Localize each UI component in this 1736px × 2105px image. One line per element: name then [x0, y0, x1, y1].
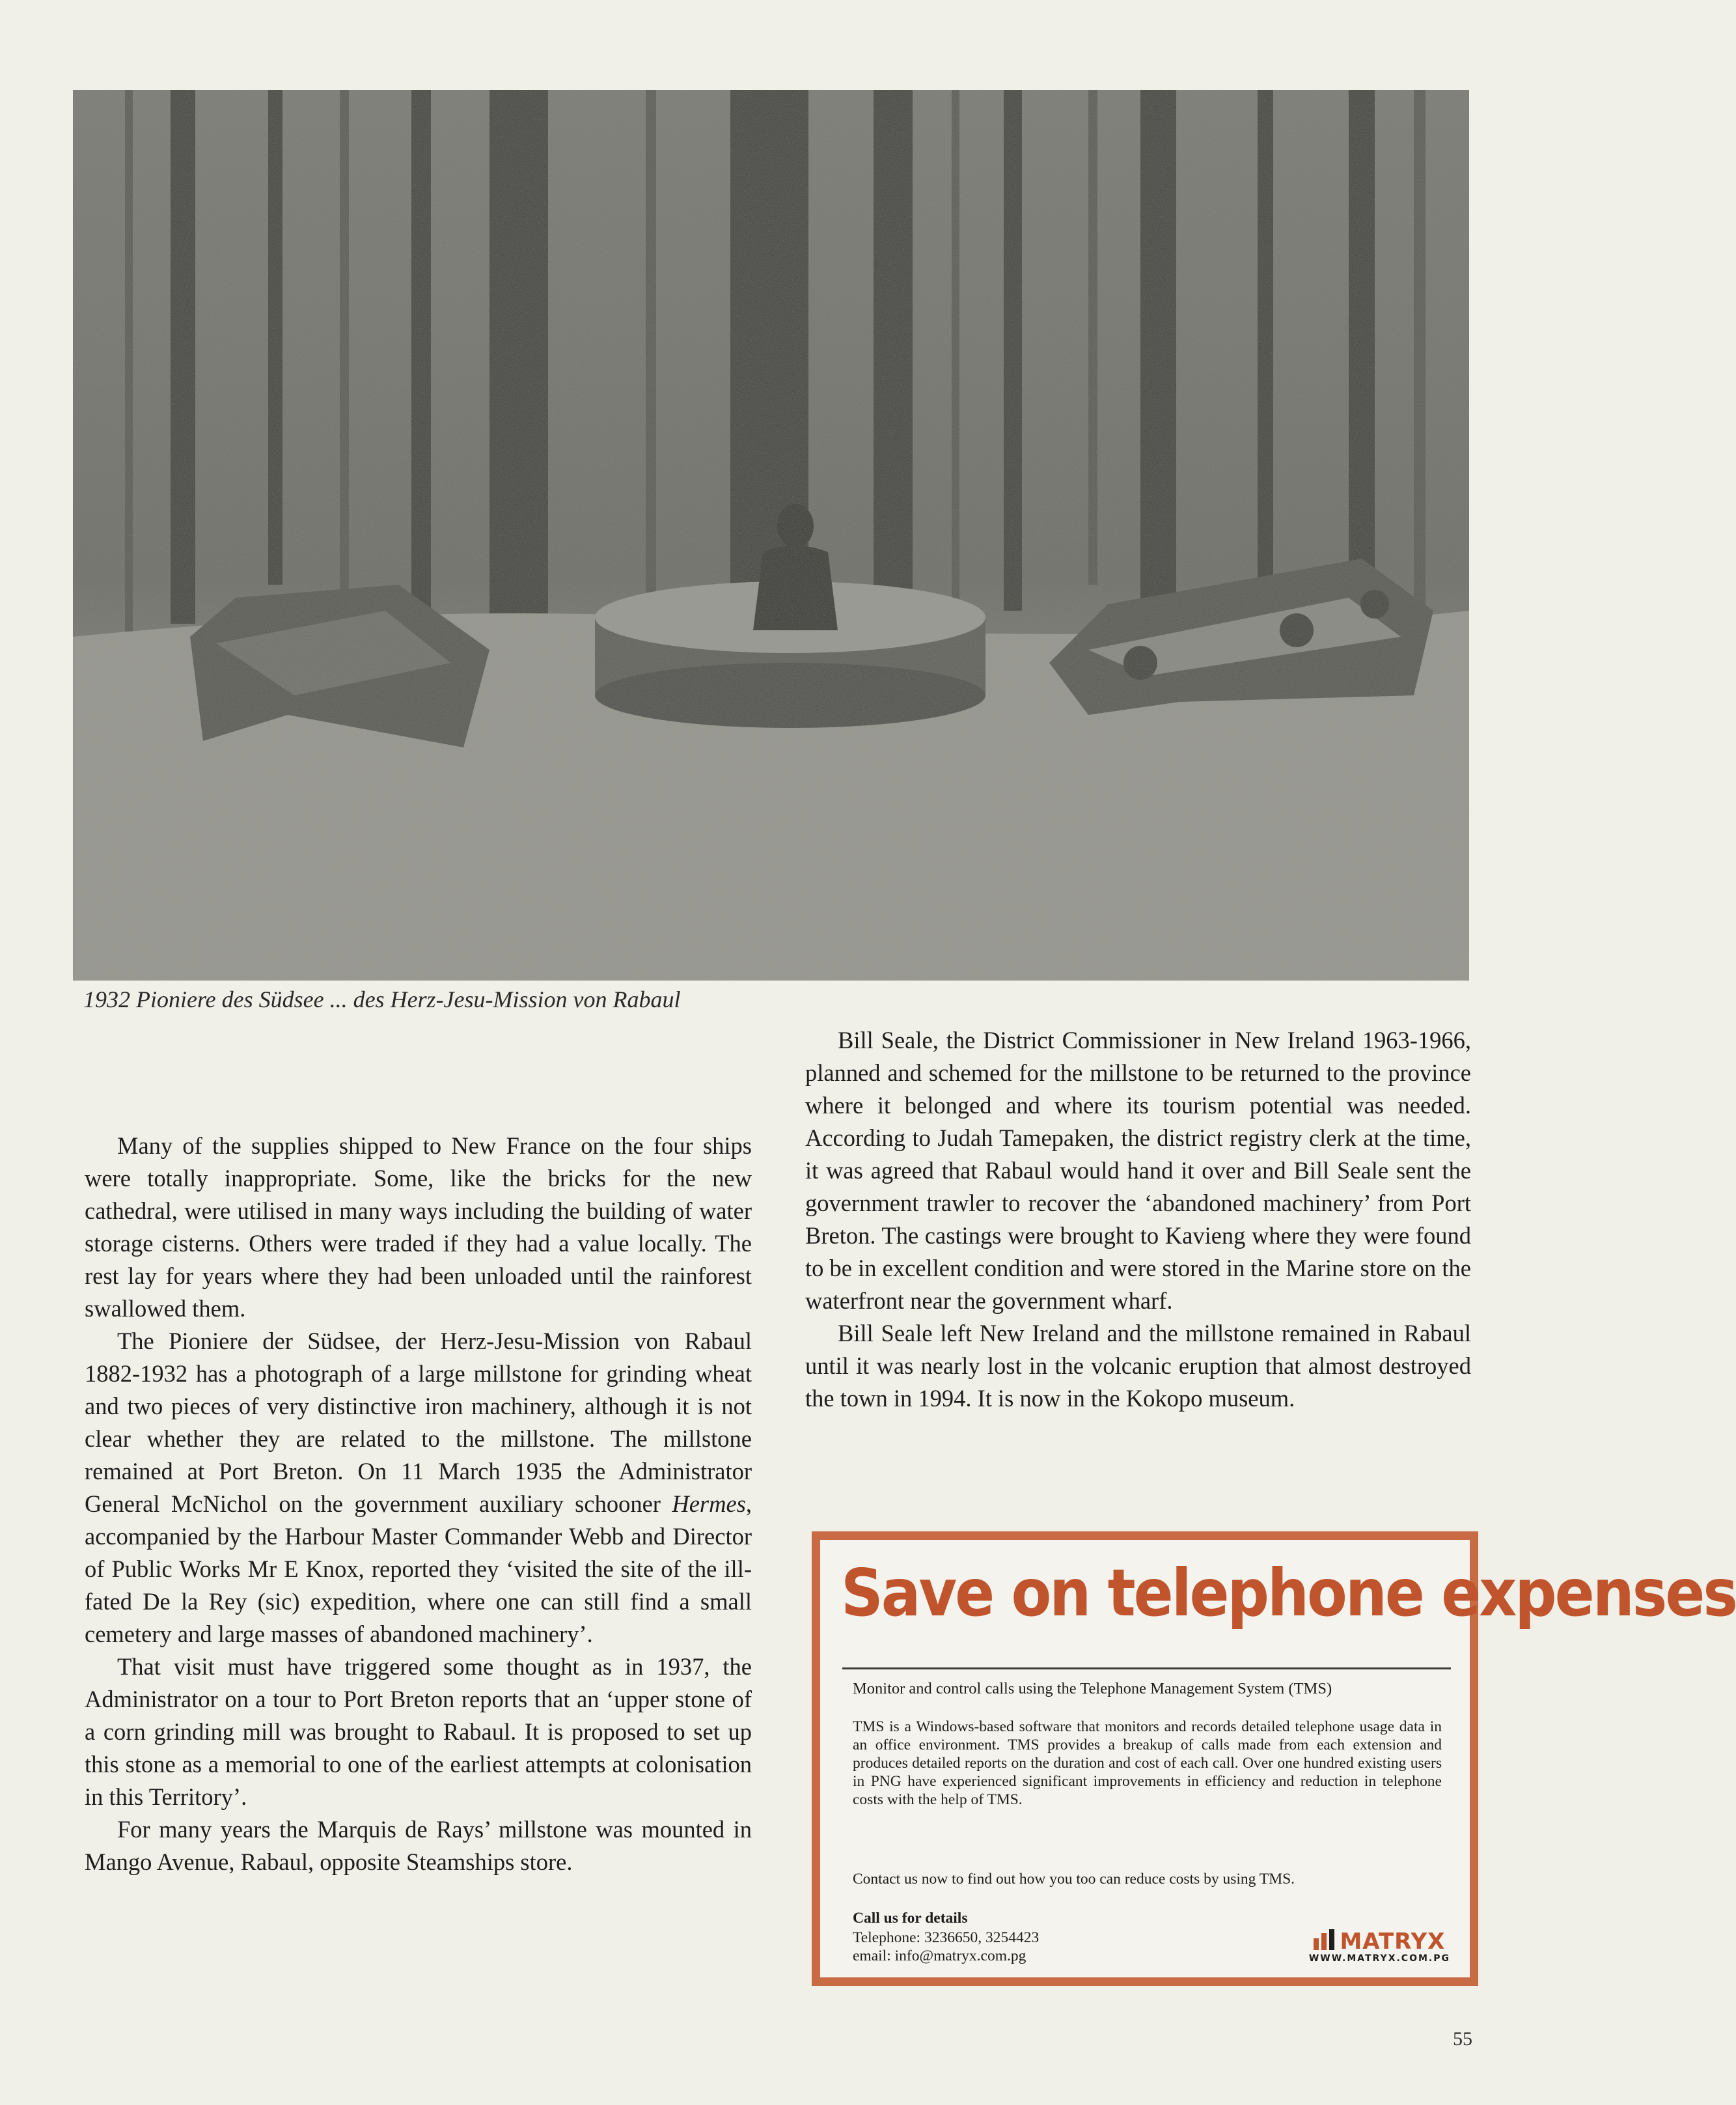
page-number: 55: [1453, 2028, 1472, 2050]
paragraph: That visit must have triggered some thought as in 1937, the Administrator on a tour to Port Breton reports that an ‘upper stone of a corn grinding mill was brought to Rabaul. It is proposed to set up this stone as a memorial to one of the earliest attempts at colonisation in this Territory’.: [85, 1653, 752, 1810]
paragraph: Bill Seale left New Ireland and the millstone remained in Rabaul until it was nearly lost in the volcanic eruption that almost destroyed the town in 1994. It is now in the Kokopo museum.: [805, 1320, 1471, 1412]
paragraph-text: The Pioniere der Südsee, der Herz-Jesu-Mission von Rabaul 1882-1932 has a photograph of a large millstone for grinding wheat and two pieces of very distinctive iron machinery, although it is not clear whether they are related to the millstone. The millstone remained at Port Breton. On 11 March 1935 the Administrator General McNichol on the government auxiliary schooner: [85, 1328, 752, 1517]
ad-intro: Monitor and control calls using the Telephone Management System (TMS): [853, 1680, 1332, 1697]
paragraph: Bill Seale, the District Commissioner in New Ireland 1963-1966, planned and schemed for the millstone to be returned to the province where it belonged and where its tourism potential was needed. According to Judah Tamepaken, the district registry clerk at the time, it was agreed that Rabaul would hand it over and Bill Seale sent the government trawler to recover the ‘abandoned machinery’ from Port Breton. The castings were brought to Kavieng where they were found to be in excellent condition and were stored in the Marine store on the waterfront near the government wharf.: [805, 1027, 1471, 1314]
advertisement-box: [812, 1531, 1736, 1986]
photo-caption: 1932 Pioniere des Südsee ... des Herz-Jesu-Mission von Rabaul: [83, 986, 681, 1012]
paragraph-text: , accompanied by the Harbour Master Commander Webb and Director of Public Works Mr E Knox, reported they ‘visited the site of the ill-fated De la Rey (sic) expedition, where one can still find a small cemetery and large masses of abandoned machinery’.: [85, 1490, 752, 1647]
ad-body: TMS is a Windows-based software that monitors and records detailed telephone usage data in an office environment. TMS provides a breakup of calls made from each extension and produces detailed reports on the duration and cost of each call. Over one hundred existing users in PNG have experienced significant improvements in efficiency and reduction in telephone costs with the help of TMS.: [853, 1718, 1442, 1808]
logo-url: WWW.MATRYX.COM.PG: [1308, 1953, 1450, 1964]
paragraph: [85, 1325, 752, 1651]
forest-millstone-illustration: [73, 90, 1469, 981]
logo-text: MATRYX: [1340, 1928, 1446, 1955]
article-right-column: [805, 1024, 1471, 1415]
ad-divider: [842, 1667, 1451, 1669]
matryx-logo: [1309, 1929, 1450, 1964]
ad-cta: Call us for details: [853, 1910, 968, 1927]
ad-contact: Contact us now to find out how you too can reduce costs by using TMS.: [853, 1871, 1295, 1888]
ad-headline: Save on telephone expenses: [841, 1555, 1736, 1631]
ad-phone: Telephone: 3236650, 3254423: [853, 1929, 1040, 1946]
bar-chart-icon: [1314, 1929, 1336, 1953]
historical-photo: [73, 90, 1469, 981]
ad-email: email: info@matryx.com.pg: [853, 1947, 1026, 1964]
paragraph: For many years the Marquis de Rays’ millstone was mounted in Mango Avenue, Rabaul, opposite Steamships store.: [85, 1816, 752, 1875]
article-left-column: [85, 1130, 752, 1878]
ship-name: Hermes: [672, 1490, 746, 1517]
paragraph: Many of the supplies shipped to New France on the four ships were totally inappropriate. Some, like the bricks for the new cathedral, were utilised in many ways including the building of water storage cisterns. Others were traded if they had a value locally. The rest lay for years where they had been unloaded until the rainforest swallowed them.: [85, 1132, 752, 1322]
